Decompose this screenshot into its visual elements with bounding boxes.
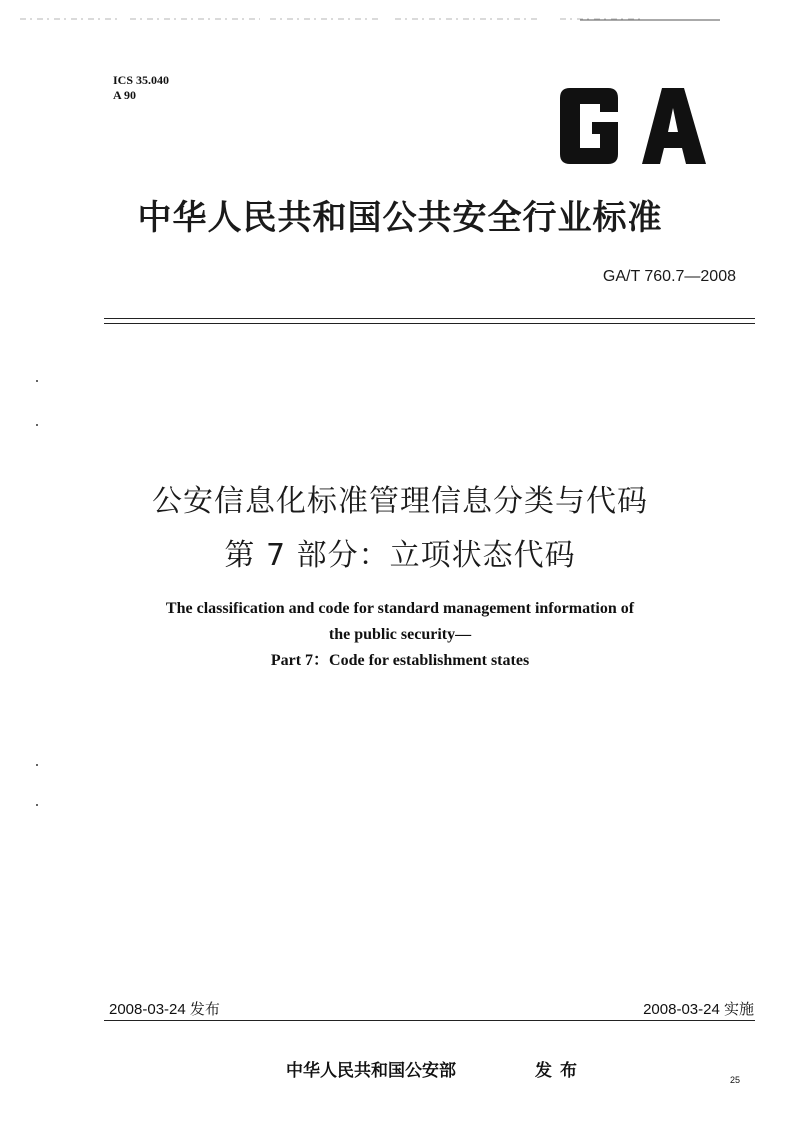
ga-logo <box>556 86 716 166</box>
issue-label: 发布 <box>535 1061 585 1081</box>
scan-artifact-top <box>0 14 800 24</box>
header-rule-secondary <box>104 323 755 324</box>
publish-date: 2008-03-24 发布 <box>109 1001 220 1018</box>
issuing-authority: 中华人民共和国公安部 <box>286 1061 456 1081</box>
chinese-title-line-1: 公安信息化标准管理信息分类与代码 <box>152 484 648 519</box>
page-number: 25 <box>730 1075 741 1085</box>
english-title-line-2: the public security— <box>328 626 472 643</box>
effective-date: 2008-03-24 实施 <box>643 1001 754 1018</box>
margin-speck <box>36 764 38 766</box>
margin-speck <box>36 424 38 426</box>
classification-codes <box>113 73 169 103</box>
standard-category-title: 中华人民共和国公共安全行业标准 <box>137 198 663 238</box>
ics-code: ICS 35.040 <box>113 73 170 87</box>
ccs-code: A 90 <box>113 88 137 102</box>
english-title-line-1: The classification and code for standard management information of <box>165 600 635 617</box>
margin-speck <box>36 380 38 382</box>
header-rule <box>104 318 755 319</box>
chinese-title-line-2: 第 7 部分：立项状态代码 <box>224 538 576 573</box>
english-title-line-3: Part 7：Code for establishment states <box>270 652 530 669</box>
footer-rule <box>104 1020 755 1021</box>
margin-speck <box>36 804 38 806</box>
standard-code: GA/T 760.7—2008 <box>602 268 736 285</box>
